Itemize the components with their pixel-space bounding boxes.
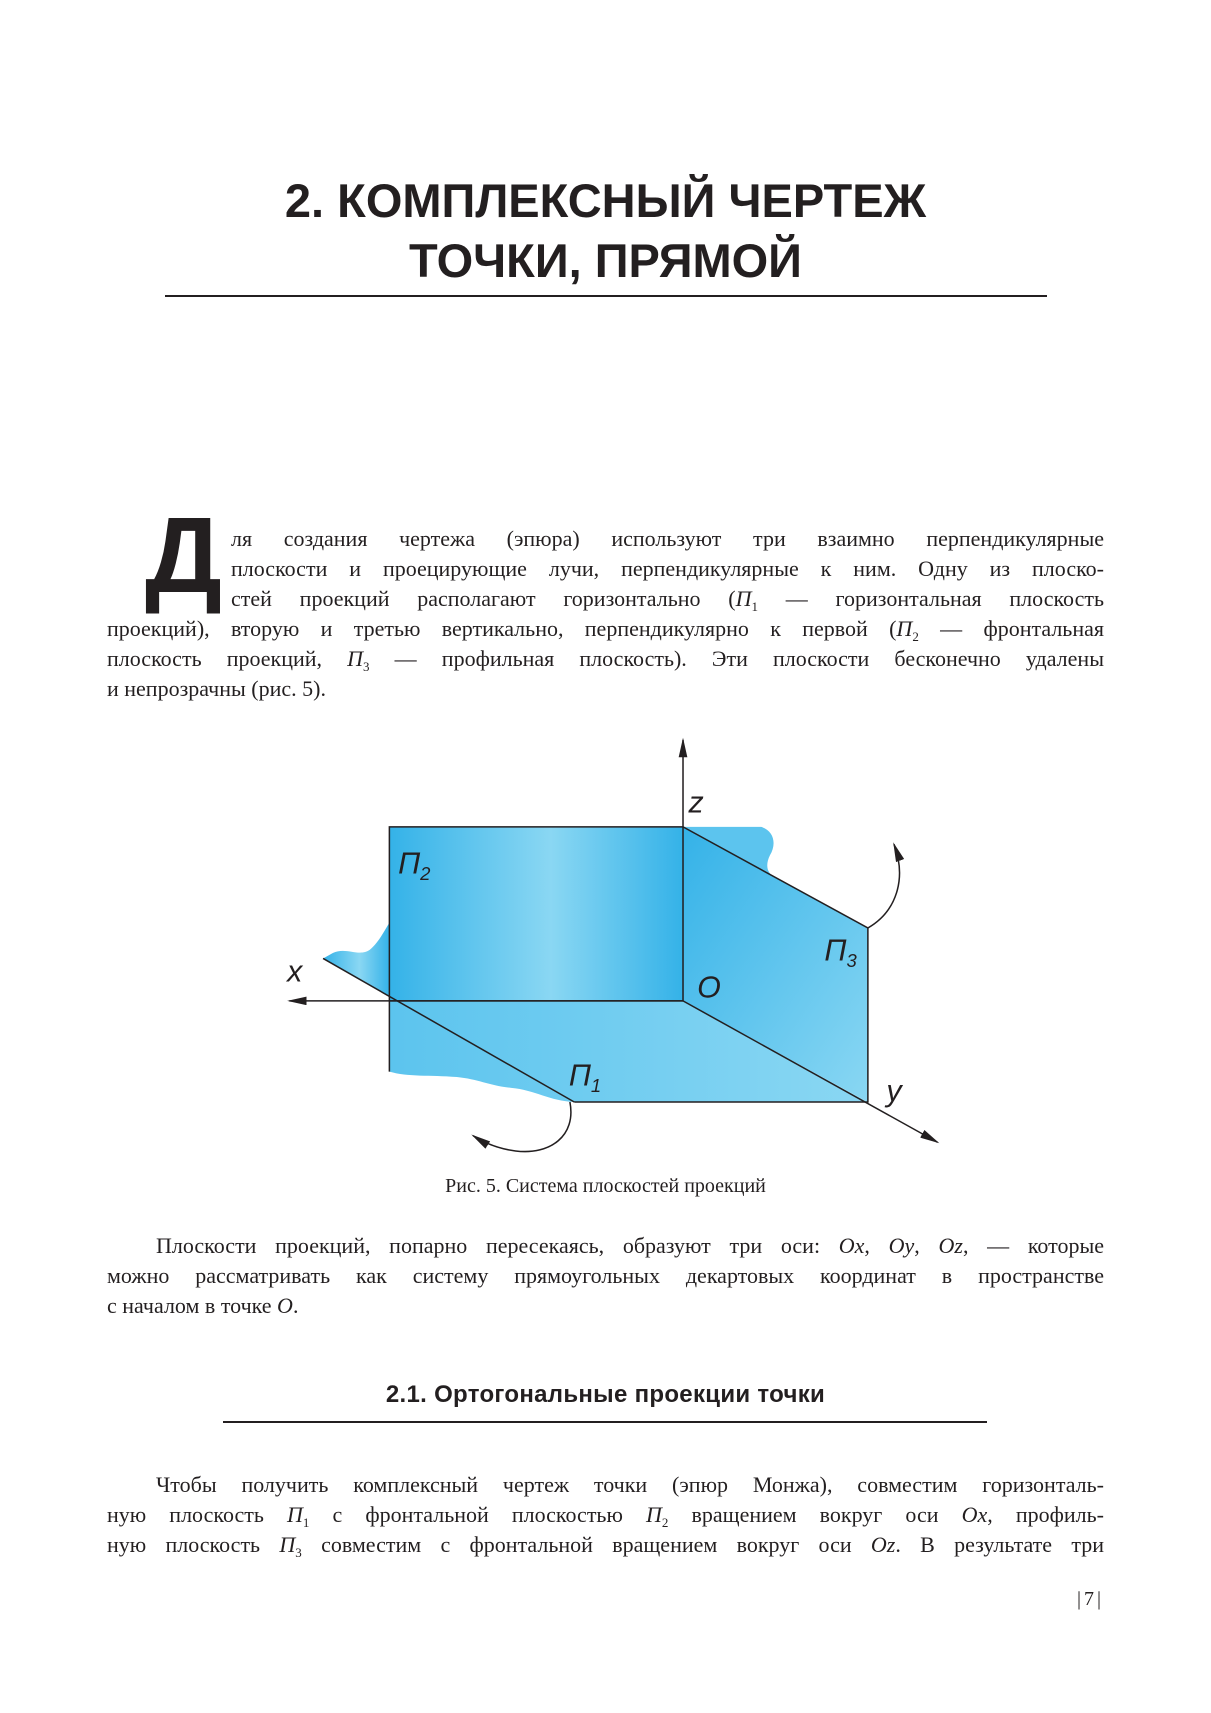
text-segment: . В результате три bbox=[895, 1532, 1104, 1557]
plane-symbol: П bbox=[646, 1502, 662, 1527]
projection-planes-figure bbox=[277, 729, 952, 1164]
paragraph-2-line-3 bbox=[107, 1291, 1104, 1321]
text-segment: с фронтальной плоскостью bbox=[309, 1502, 646, 1527]
text-segment: , bbox=[914, 1233, 939, 1258]
text-segment: плоскость проекций, bbox=[107, 646, 348, 671]
text-segment: , — которые bbox=[962, 1233, 1104, 1258]
chapter-title-rule bbox=[165, 295, 1047, 297]
text-segment: , bbox=[864, 1233, 889, 1258]
intro-line-5 bbox=[107, 644, 1104, 674]
plane-symbol: П bbox=[279, 1532, 296, 1557]
text-segment: вращением вокруг оси bbox=[668, 1502, 962, 1527]
figure-caption: Рис. 5. Система плоскостей проекций bbox=[445, 1175, 766, 1197]
plane-symbol: П bbox=[896, 616, 913, 641]
axis-ox: Ox bbox=[961, 1502, 988, 1527]
frontal-plane-p2 bbox=[389, 827, 683, 1001]
plane-index: 3 bbox=[295, 1545, 302, 1560]
intro-line-4 bbox=[107, 614, 1104, 644]
text-segment: ную плоскость bbox=[107, 1502, 287, 1527]
intro-line-2: плоскости и проецирующие лучи, перпендикулярные к ним. Одну из плоско- bbox=[231, 556, 1104, 581]
label-p1-symbol: П bbox=[568, 1058, 591, 1093]
plane-index: 2 bbox=[912, 629, 919, 644]
axis-oz: Oz bbox=[870, 1532, 896, 1557]
page-number: |7| bbox=[1076, 1588, 1104, 1610]
origin-point: O bbox=[277, 1293, 293, 1318]
chapter-title-line-1: 2. КОМПЛЕКСНЫЙ ЧЕРТЕЖ bbox=[284, 174, 927, 227]
text-segment: с началом в точке bbox=[107, 1293, 278, 1318]
chapter-title bbox=[0, 171, 1211, 291]
label-x-axis: x bbox=[287, 954, 303, 989]
axis-oy: Oy bbox=[888, 1233, 915, 1258]
text-segment: Плоскости проекций, попарно пересекаясь, образуют три оси: bbox=[156, 1233, 839, 1258]
axis-oz: Oz bbox=[938, 1233, 963, 1258]
plane-index: 1 bbox=[302, 1515, 310, 1530]
text-segment: . bbox=[292, 1293, 299, 1318]
drop-cap: Д bbox=[145, 494, 222, 615]
chapter-title-line-2: ТОЧКИ, ПРЯМОЙ bbox=[409, 234, 802, 287]
text-segment: — фронтальная bbox=[918, 616, 1104, 641]
section-title-rule bbox=[223, 1421, 987, 1423]
rotation-arrow-horizontal-plane bbox=[473, 1102, 571, 1152]
paragraph-2-line-2: можно рассматривать как систему прямоугольных декартовых координат в пространстве bbox=[107, 1263, 1104, 1288]
text-segment: — горизонтальная плоскость bbox=[758, 586, 1104, 611]
plane-symbol: П bbox=[287, 1502, 303, 1527]
plane-index: 2 bbox=[661, 1515, 669, 1530]
label-p3-symbol: П bbox=[824, 933, 847, 968]
intro-line-3 bbox=[107, 584, 1104, 614]
frontal-plane-torn-edge bbox=[323, 923, 389, 997]
text-segment: проекций), вторую и третью вертикально, перпендикулярно к первой ( bbox=[107, 616, 897, 641]
text-segment: ную плоскость bbox=[107, 1532, 280, 1557]
plane-index: 3 bbox=[363, 659, 370, 674]
text-segment: стей проекций располагают горизонтально ( bbox=[231, 586, 736, 611]
paragraph-3 bbox=[107, 1470, 1104, 1560]
label-p1-index: 1 bbox=[590, 1075, 602, 1097]
label-y-axis: y bbox=[886, 1073, 902, 1108]
paragraph-2 bbox=[107, 1231, 1104, 1321]
label-z-axis: z bbox=[688, 785, 704, 820]
paragraph-3-line-1: Чтобы получить комплексный чертеж точки (эпюр Монжа), совместим горизонталь- bbox=[156, 1472, 1104, 1497]
label-p2-index: 2 bbox=[420, 863, 431, 885]
intro-line-6: и непрозрачны (рис. 5). bbox=[107, 676, 326, 701]
text-segment: , профиль- bbox=[987, 1502, 1104, 1527]
text-segment: совместим с фронтальной вращением вокруг оси bbox=[301, 1532, 871, 1557]
paragraph-3-line-2 bbox=[107, 1500, 1104, 1530]
label-origin: O bbox=[697, 970, 721, 1005]
intro-line-1: ля создания чертежа (эпюра) используют три взаимно перпендикулярные bbox=[231, 526, 1104, 551]
plane-symbol: П bbox=[735, 586, 752, 611]
paragraph-3-line-3 bbox=[107, 1530, 1104, 1560]
label-p2-symbol: П bbox=[398, 846, 421, 881]
axis-ox: Ox bbox=[838, 1233, 865, 1258]
intro-paragraph bbox=[107, 524, 1104, 704]
text-segment: — профильная плоскость). Эти плоскости бесконечно удалены bbox=[369, 646, 1104, 671]
label-p3-index: 3 bbox=[846, 950, 857, 972]
section-title: 2.1. Ортогональные проекции точки bbox=[385, 1381, 826, 1408]
plane-symbol: П bbox=[347, 646, 364, 671]
plane-index: 1 bbox=[751, 599, 759, 614]
paragraph-2-line-1 bbox=[107, 1231, 1104, 1261]
rotation-arrow-profile-plane bbox=[868, 844, 900, 928]
